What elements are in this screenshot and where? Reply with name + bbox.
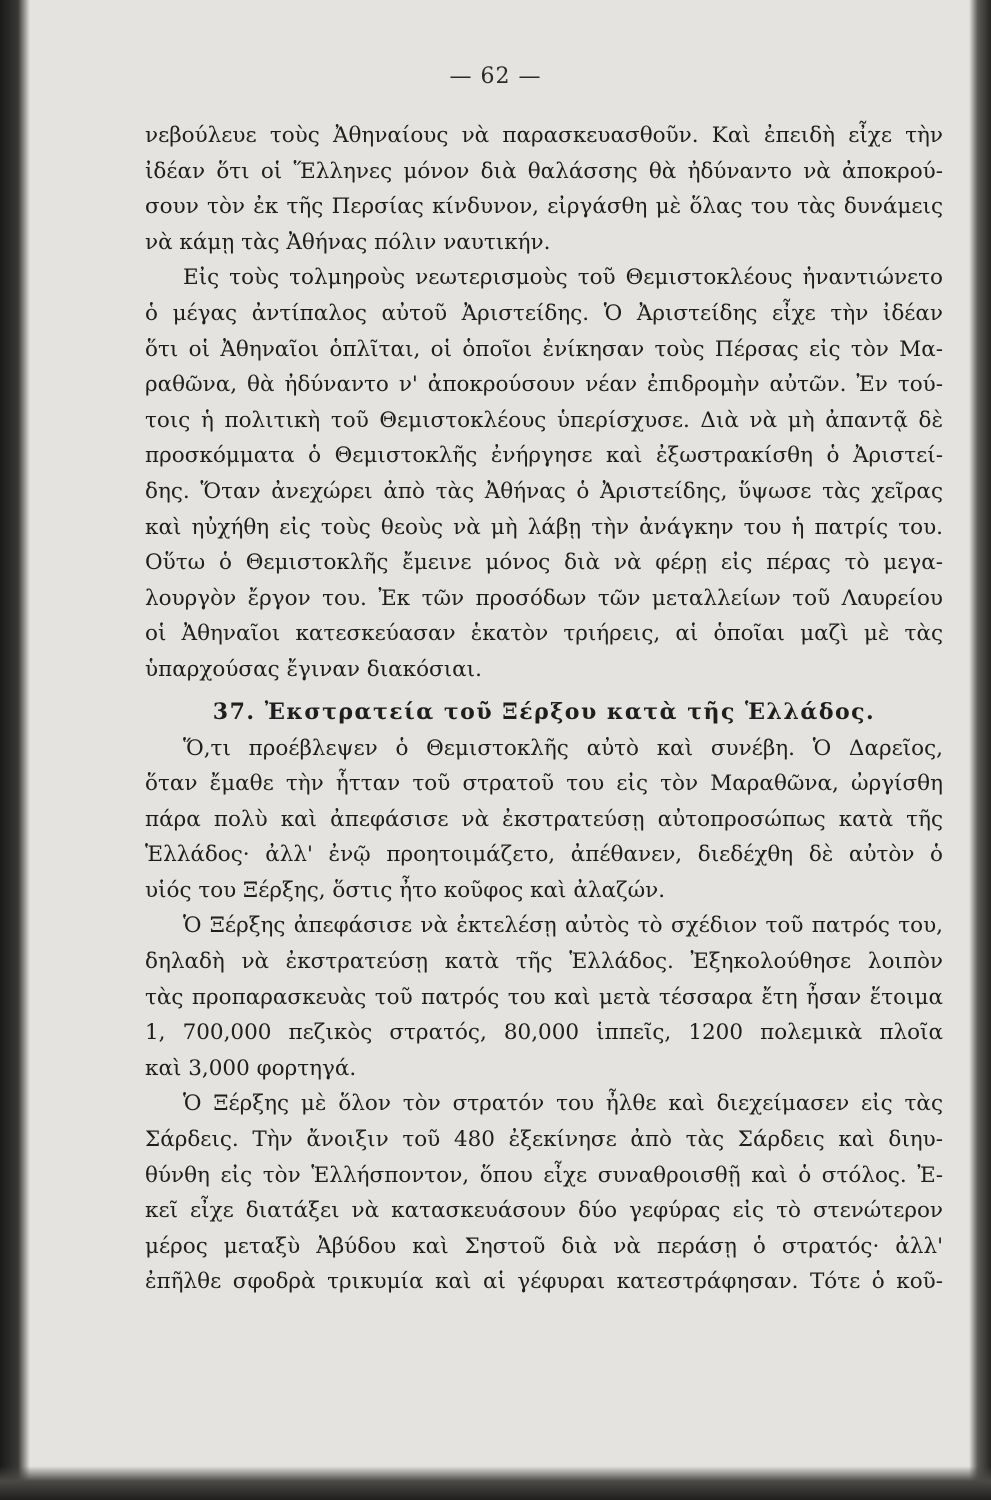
body-text: [145, 118, 943, 1300]
section-heading: 37. Ἐκστρατεία τοῦ Ξέρξου κατὰ τῆς Ἑλλάδος.: [212, 698, 876, 725]
text-line: ἐπῆλθε σφοδρὰ τρικυμία καὶ αἱ γέφυραι κατεστράφησαν. Τότε ὁ κοῦ-: [145, 1269, 943, 1295]
text-line: τοις ἡ πολιτικὴ τοῦ Θεμιστοκλέους ὑπερίσχυσε. Διὰ νὰ μὴ ἀπαντᾷ δὲ: [145, 407, 943, 433]
text-line: 1, 700,000 πεζικὸς στρατός, 80,000 ἱππεῖς, 1200 πολεμικὰ πλοῖα: [145, 1020, 943, 1046]
text-line: νὰ κάμῃ τὰς Ἀθήνας πόλιν ναυτικήν.: [145, 229, 551, 255]
text-line: ραθῶνα, θὰ ἠδύναντο ν' ἀποκρούσουν νέαν ἐπιδρομὴν αὐτῶν. Ἐν τού-: [145, 372, 943, 398]
text-line: τὰς προπαρασκευὰς τοῦ πατρός του καὶ μετὰ τέσσαρα ἔτη ἦσαν ἕτοιμα: [145, 984, 943, 1010]
text-line: Ὁ Ξέρξης ἀπεφάσισε νὰ ἐκτελέσῃ αὐτὸς τὸ σχέδιον τοῦ πατρός του,: [183, 913, 943, 939]
text-line: Ἑλλάδος· ἀλλ' ἐνῷ προητοιμάζετο, ἀπέθανεν, διεδέχθη δὲ αὐτὸν ὁ: [145, 842, 943, 868]
text-line: μέρος μεταξὺ Ἀβύδου καὶ Σηστοῦ διὰ νὰ περάσῃ ὁ στρατός· ἀλλ': [145, 1233, 943, 1259]
text-line: λουργὸν ἔργον του. Ἐκ τῶν προσόδων τῶν μεταλλείων τοῦ Λαυρείου: [145, 585, 943, 611]
text-line: δηλαδὴ νὰ ἐκστρατεύσῃ κατὰ τῆς Ἑλλάδος. Ἐξηκολούθησε λοιπὸν: [145, 949, 943, 975]
text-line: καὶ 3,000 φορτηγά.: [145, 1055, 357, 1081]
text-line: κεῖ εἶχε διατάξει νὰ κατασκευάσουν δύο γεφύρας εἰς τὸ στενώτερον: [145, 1198, 943, 1224]
page-shadow-right: [969, 0, 991, 1500]
text-line: δης. Ὅταν ἀνεχώρει ἀπὸ τὰς Ἀθήνας ὁ Ἀριστείδης, ὕψωσε τὰς χεῖρας: [145, 478, 943, 504]
text-line: ἰδέαν ὅτι οἱ Ἕλληνες μόνον διὰ θαλάσσης θὰ ἠδύναντο νὰ ἀποκρού-: [145, 158, 943, 184]
text-line: προσκόμματα ὁ Θεμιστοκλῆς ἐνήργησε καὶ ἐξωστρακίσθη ὁ Ἀριστεί-: [145, 443, 943, 469]
page-shadow-left: [0, 0, 30, 1500]
text-line: θύνθη εἰς τὸν Ἑλλήσποντον, ὅπου εἶχε συναθροισθῇ καὶ ὁ στόλος. Ἐ-: [145, 1162, 943, 1188]
text-line: ὑπαρχούσας ἔγιναν διακόσιαι.: [145, 656, 482, 682]
text-line: σουν τὸν ἐκ τῆς Περσίας κίνδυνον, εἰργάσθη μὲ ὅλας του τὰς δυνάμεις: [145, 194, 943, 220]
text-line: ὁ μέγας ἀντίπαλος αὐτοῦ Ἀριστείδης. Ὁ Ἀριστείδης εἶχε τὴν ἰδέαν: [145, 300, 943, 326]
text-line: ὅτι οἱ Ἀθηναῖοι ὁπλῖται, οἱ ὁποῖοι ἐνίκησαν τοὺς Πέρσας εἰς τὸν Μα-: [145, 336, 943, 362]
text-line: πάρα πολὺ καὶ ἀπεφάσισε νὰ ἐκστρατεύσῃ αὐτοπροσώπως κατὰ τῆς: [145, 806, 943, 832]
text-line: Ὅ,τι προέβλεψεν ὁ Θεμιστοκλῆς αὐτὸ καὶ συνέβη. Ὁ Δαρεῖος,: [183, 735, 943, 761]
text-line: καὶ ηὐχήθη εἰς τοὺς θεοὺς νὰ μὴ λάβῃ τὴν ἀνάγκην του ἡ πατρίς του.: [145, 514, 943, 540]
text-line: νεβούλευε τοὺς Ἀθηναίους νὰ παρασκευασθοῦν. Καὶ ἐπειδὴ εἶχε τὴν: [145, 123, 943, 148]
text-line: υἱός του Ξέρξης, ὅστις ἦτο κοῦφος καὶ ἀλαζών.: [145, 877, 666, 903]
page-shadow-bottom: [0, 1466, 991, 1500]
text-line: ὅταν ἔμαθε τὴν ἧτταν τοῦ στρατοῦ του εἰς τὸν Μαραθῶνα, ὠργίσθη: [145, 771, 943, 797]
page-number: — 62 —: [449, 64, 542, 89]
text-line: Ὁ Ξέρξης μὲ ὅλον τὸν στρατόν του ἦλθε καὶ διεχείμασεν εἰς τὰς: [183, 1091, 943, 1117]
text-line: Εἰς τοὺς τολμηροὺς νεωτερισμοὺς τοῦ Θεμιστοκλέους ἠναντιώνετο: [183, 265, 943, 291]
text-line: Οὕτω ὁ Θεμιστοκλῆς ἔμεινε μόνος διὰ νὰ φέρῃ εἰς πέρας τὸ μεγα-: [145, 550, 943, 576]
text-line: Σάρδεις. Τὴν ἄνοιξιν τοῦ 480 ἐξεκίνησε ἀπὸ τὰς Σάρδεις καὶ διηυ-: [145, 1127, 943, 1153]
text-line: οἱ Ἀθηναῖοι κατεσκεύασαν ἑκατὸν τριήρεις, αἱ ὁποῖαι μαζὶ μὲ τὰς: [145, 621, 943, 647]
